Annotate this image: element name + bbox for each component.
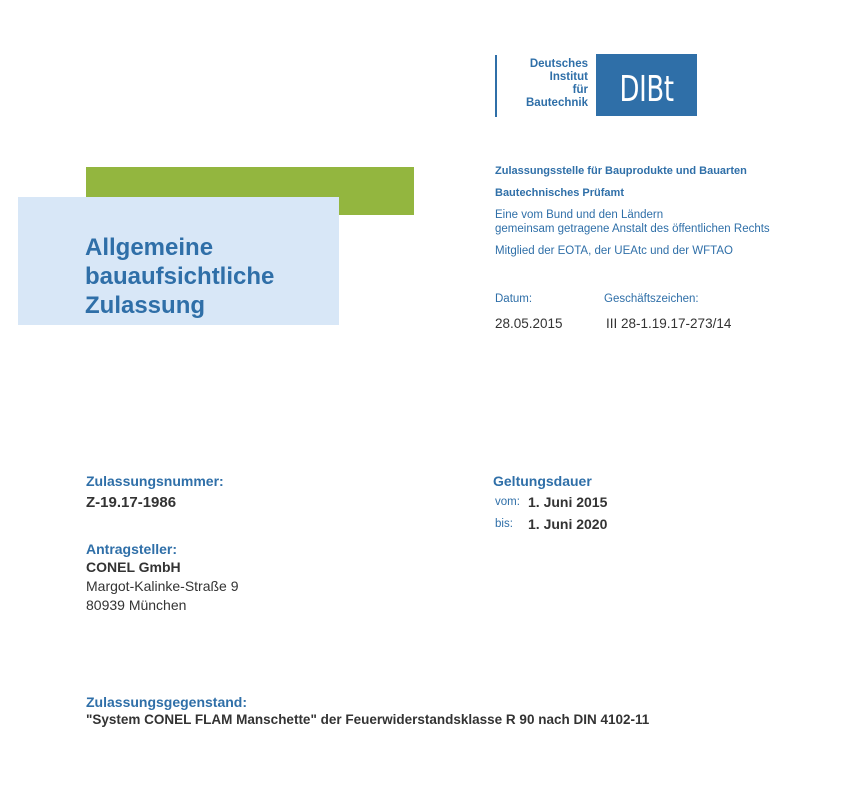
- validity-from-label: vom:: [495, 496, 520, 508]
- applicant-street: Margot-Kalinke-Straße 9: [86, 578, 239, 594]
- authority-line-4: gemeinsam getragene Anstalt des öffentlichen Rechts: [495, 223, 770, 235]
- title-line-2: bauaufsichtliche: [85, 263, 275, 290]
- subject-value: "System CONEL FLAM Manschette" der Feuerwiderstandsklasse R 90 nach DIN 4102-11: [86, 712, 650, 727]
- document-title: [85, 233, 274, 320]
- applicant-city: 80939 München: [86, 597, 187, 613]
- validity-to-value: 1. Juni 2020: [528, 516, 608, 532]
- title-line-3: Zulassung: [85, 292, 206, 319]
- date-value: 28.05.2015: [495, 316, 563, 331]
- logo-mark: DIBt: [619, 69, 674, 110]
- authority-line-2: Bautechnisches Prüfamt: [495, 187, 624, 199]
- approval-number-value: Z-19.17-1986: [86, 494, 177, 511]
- applicant-label: Antragsteller:: [86, 541, 178, 557]
- subject-label: Zulassungsgegenstand:: [86, 694, 248, 710]
- authority-line-3: Eine vom Bund und den Ländern: [495, 209, 664, 221]
- title-line-1: Allgemeine: [85, 234, 214, 261]
- logo-line-1: Deutsches: [529, 58, 588, 70]
- logo-divider: [495, 55, 497, 117]
- authority-line-1: Zulassungsstelle für Bauprodukte und Bauarten: [495, 165, 747, 177]
- approval-number-label: Zulassungsnummer:: [86, 473, 224, 489]
- reference-label: Geschäftszeichen:: [604, 293, 699, 305]
- validity-label: Geltungsdauer: [493, 473, 592, 489]
- date-label: Datum:: [495, 293, 533, 305]
- dibt-logo: [596, 54, 697, 116]
- validity-to-label: bis:: [495, 518, 513, 530]
- logo-line-4: Bautechnik: [526, 97, 588, 109]
- logo-line-3: für: [572, 84, 588, 96]
- applicant-name: CONEL GmbH: [86, 559, 181, 575]
- authority-line-5: Mitglied der EOTA, der UEAtc und der WFTAO: [495, 245, 733, 257]
- logo-line-2: Institut: [549, 71, 588, 83]
- reference-value: III 28-1.19.17-273/14: [606, 316, 732, 331]
- logo-wordmark: [500, 58, 588, 110]
- validity-from-value: 1. Juni 2015: [528, 494, 608, 510]
